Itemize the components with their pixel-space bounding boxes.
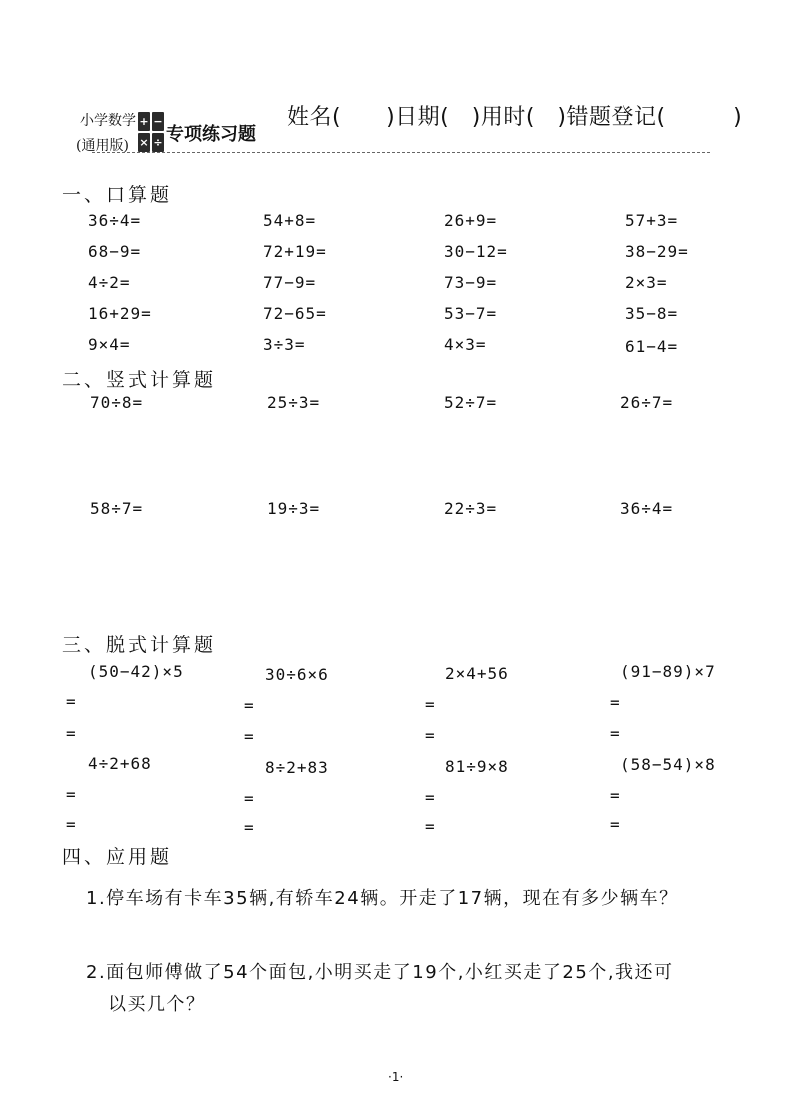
section-1-title: 一、口算题 [62,184,173,206]
oral-problem: 38−29= [625,242,689,261]
equals-line: = [244,789,254,808]
equals-line: = [66,724,76,743]
practice-title: 专项练习题 [166,124,256,145]
oral-problem: 30−12= [444,242,508,261]
equals-line: = [610,815,620,834]
oral-problem: 2×3= [625,273,668,292]
multiply-icon: × [138,133,150,152]
step-problem: (50−42)×5 [88,662,184,681]
header-divider [92,152,710,153]
step-problem: 30÷6×6 [265,665,329,684]
vertical-problem: 36÷4= [620,499,674,518]
oral-problem: 77−9= [263,273,317,292]
word-problem-1: 1.停车场有卡车35辆,有轿车24辆。开走了17辆，现在有多少辆车？ [86,888,679,909]
equals-line: = [425,817,435,836]
equals-line: = [66,785,76,804]
step-problem: 2×4+56 [445,664,509,683]
oral-problem: 9×4= [88,335,131,354]
step-problem: 8÷2+83 [265,758,329,777]
minus-icon: − [152,112,164,131]
equals-line: = [66,815,76,834]
oral-problem: 3÷3= [263,335,306,354]
oral-problem: 73−9= [444,273,498,292]
section-2-title: 二、竖式计算题 [62,369,217,391]
oral-problem: 61−4= [625,337,679,356]
step-problem: (91−89)×7 [620,662,716,681]
oral-problem: 54+8= [263,211,317,230]
page-number: ·1· [388,1070,404,1084]
vertical-problem: 25÷3= [267,393,321,412]
vertical-problem: 26÷7= [620,393,674,412]
word-problem-2-line-1: 2.面包师傅做了54个面包,小明买走了19个,小红买走了25个,我还可 [86,962,674,983]
oral-problem: 26+9= [444,211,498,230]
equals-line: = [244,696,254,715]
vertical-problem: 70÷8= [90,393,144,412]
section-3-title: 三、脱式计算题 [62,634,217,656]
word-problem-2-line-2: 以买几个？ [108,994,206,1015]
step-problem: (58−54)×8 [620,755,716,774]
brand-line-1: 小学数学 [80,113,136,129]
oral-problem: 36÷4= [88,211,142,230]
step-problem: 4÷2+68 [88,754,152,773]
step-problem: 81÷9×8 [445,757,509,776]
divide-icon: ÷ [152,133,164,152]
vertical-problem: 58÷7= [90,499,144,518]
equals-line: = [610,786,620,805]
equals-line: = [425,726,435,745]
oral-problem: 4×3= [444,335,487,354]
operator-icons [138,112,164,152]
oral-problem: 72−65= [263,304,327,323]
student-info-line: 姓名( )日期( )用时( )错题登记( ) [287,105,743,130]
oral-problem: 4÷2= [88,273,131,292]
oral-problem: 16+29= [88,304,152,323]
plus-icon: + [138,112,150,131]
equals-line: = [610,693,620,712]
brand-line-2: (通用版) [76,138,129,154]
oral-problem: 68−9= [88,242,142,261]
oral-problem: 53−7= [444,304,498,323]
equals-line: = [244,818,254,837]
equals-line: = [425,788,435,807]
vertical-problem: 19÷3= [267,499,321,518]
vertical-problem: 22÷3= [444,499,498,518]
oral-problem: 35−8= [625,304,679,323]
section-4-title: 四、应用题 [62,846,173,868]
equals-line: = [244,727,254,746]
oral-problem: 72+19= [263,242,327,261]
oral-problem: 57+3= [625,211,679,230]
equals-line: = [66,692,76,711]
equals-line: = [425,695,435,714]
equals-line: = [610,724,620,743]
vertical-problem: 52÷7= [444,393,498,412]
